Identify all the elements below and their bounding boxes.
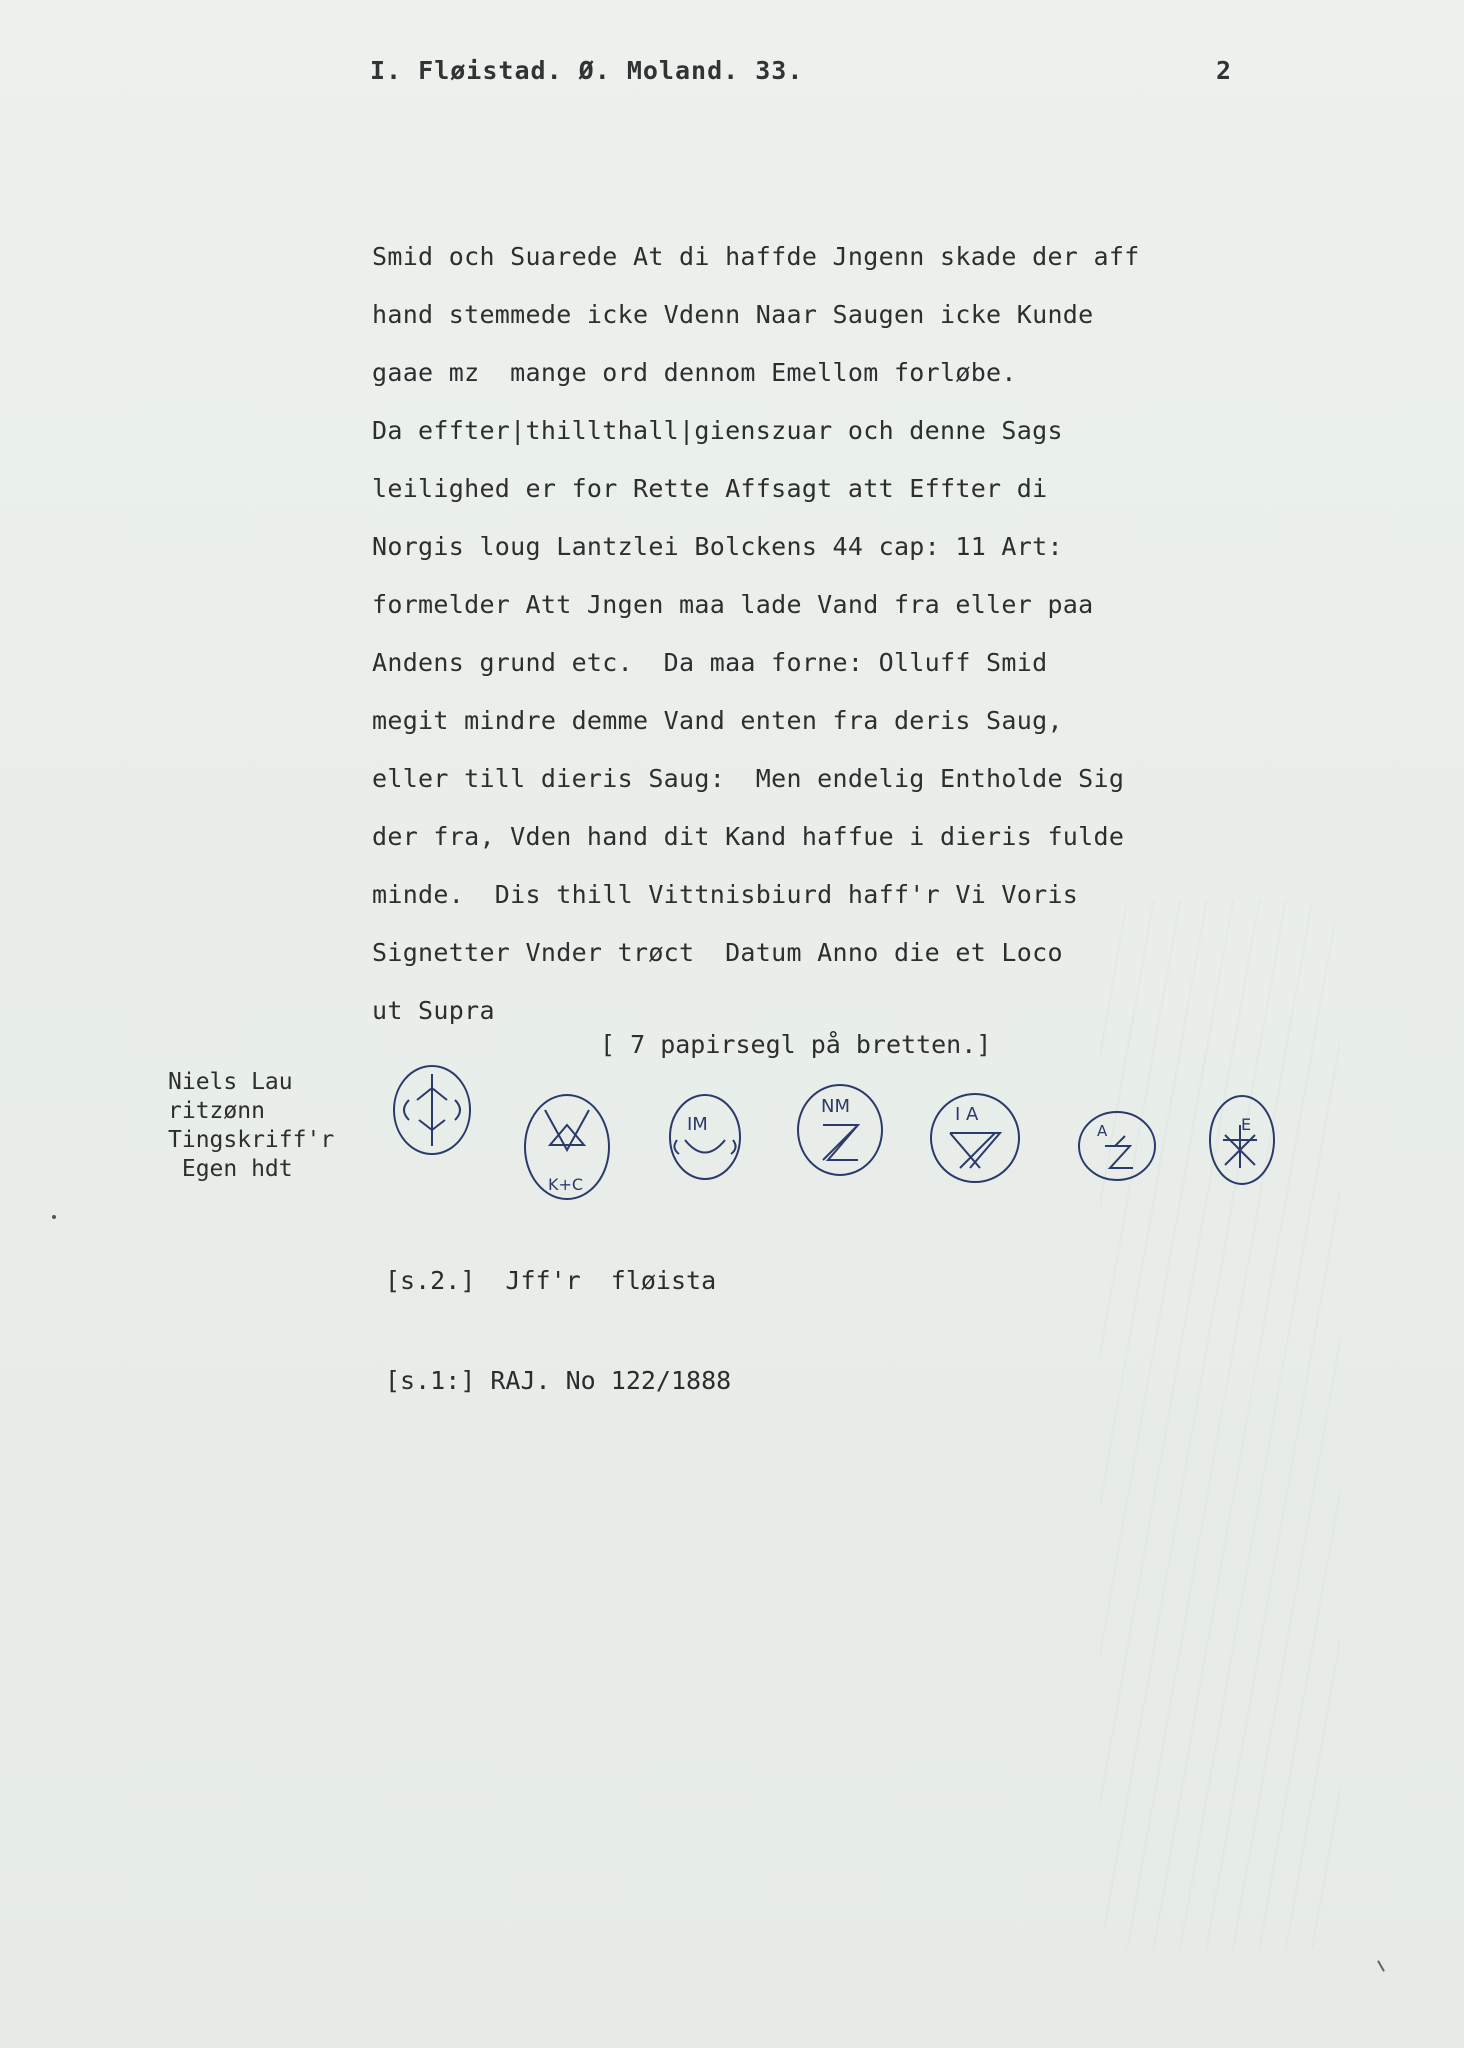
seal-drawings — [375, 1050, 1275, 1230]
page-header: I. Fløistad. Ø. Moland. 33. — [370, 56, 804, 85]
text-line: ut Supra — [372, 996, 495, 1025]
ink-speck — [52, 1215, 56, 1219]
text-line: Da effter|thillthall|gienszuar och denne Sags — [372, 416, 1063, 445]
seal-5-drawing — [925, 1088, 1025, 1188]
text-line: Signetter Vnder trøct Datum Anno die et Loco — [372, 938, 1063, 967]
text-line: minde. Dis thill Vittnisbiurd haff'r Vi Voris — [372, 880, 1079, 909]
svg-text:I A: I A — [955, 1104, 979, 1125]
signer-line: Tingskriff'r — [168, 1127, 335, 1153]
text-line: Norgis loug Lantzlei Bolckens 44 cap: 11 Art: — [372, 532, 1063, 561]
text-line: der fra, Vden hand dit Kand haffue i dieris fulde — [372, 822, 1125, 851]
svg-text:K+C: K+C — [548, 1175, 584, 1194]
ink-mark — [1377, 1960, 1385, 1971]
text-line: leilighed er for Rette Affsagt att Effter di — [372, 474, 1048, 503]
seal-note: [ 7 papirsegl på bretten.] — [600, 1030, 992, 1059]
folio-note-s1: [s.1:] RAJ. No 122/1888 — [385, 1366, 732, 1395]
text-line: Smid och Suarede At di haffde Jngenn skade der aff — [372, 242, 1140, 271]
svg-text:NM: NM — [821, 1096, 850, 1117]
transcription-body — [372, 228, 1272, 1040]
seal-6-drawing — [1075, 1106, 1160, 1186]
seal-1-drawing — [387, 1060, 477, 1160]
svg-text:A: A — [1097, 1122, 1108, 1140]
seal-4-drawing — [793, 1080, 888, 1180]
seal-2-drawing — [520, 1090, 615, 1205]
folio-note-s2: [s.2.] Jff'r fløista — [385, 1266, 717, 1295]
signer-line: Egen hdt — [168, 1156, 293, 1182]
seal-7-drawing — [1205, 1090, 1280, 1190]
page-number: 2 — [1216, 56, 1232, 85]
text-line: Andens grund etc. Da maa forne: Olluff Smid — [372, 648, 1048, 677]
text-line: formelder Att Jngen maa lade Vand fra eller paa — [372, 590, 1094, 619]
text-line: megit mindre demme Vand enten fra deris Saug, — [372, 706, 1063, 735]
text-line: hand stemmede icke Vdenn Naar Saugen icke Kunde — [372, 300, 1094, 329]
svg-text:E: E — [1241, 1115, 1252, 1134]
text-line: eller till dieris Saug: Men endelig Entholde Sig — [372, 764, 1125, 793]
text-line: gaae mz mange ord dennom Emellom forløbe. — [372, 358, 1017, 387]
svg-text:IM: IM — [687, 1114, 708, 1135]
signer-line: Niels Lau — [168, 1069, 293, 1095]
signer-block — [168, 1068, 334, 1184]
seal-3-drawing — [665, 1090, 745, 1185]
signer-line: ritzønn — [168, 1098, 265, 1124]
